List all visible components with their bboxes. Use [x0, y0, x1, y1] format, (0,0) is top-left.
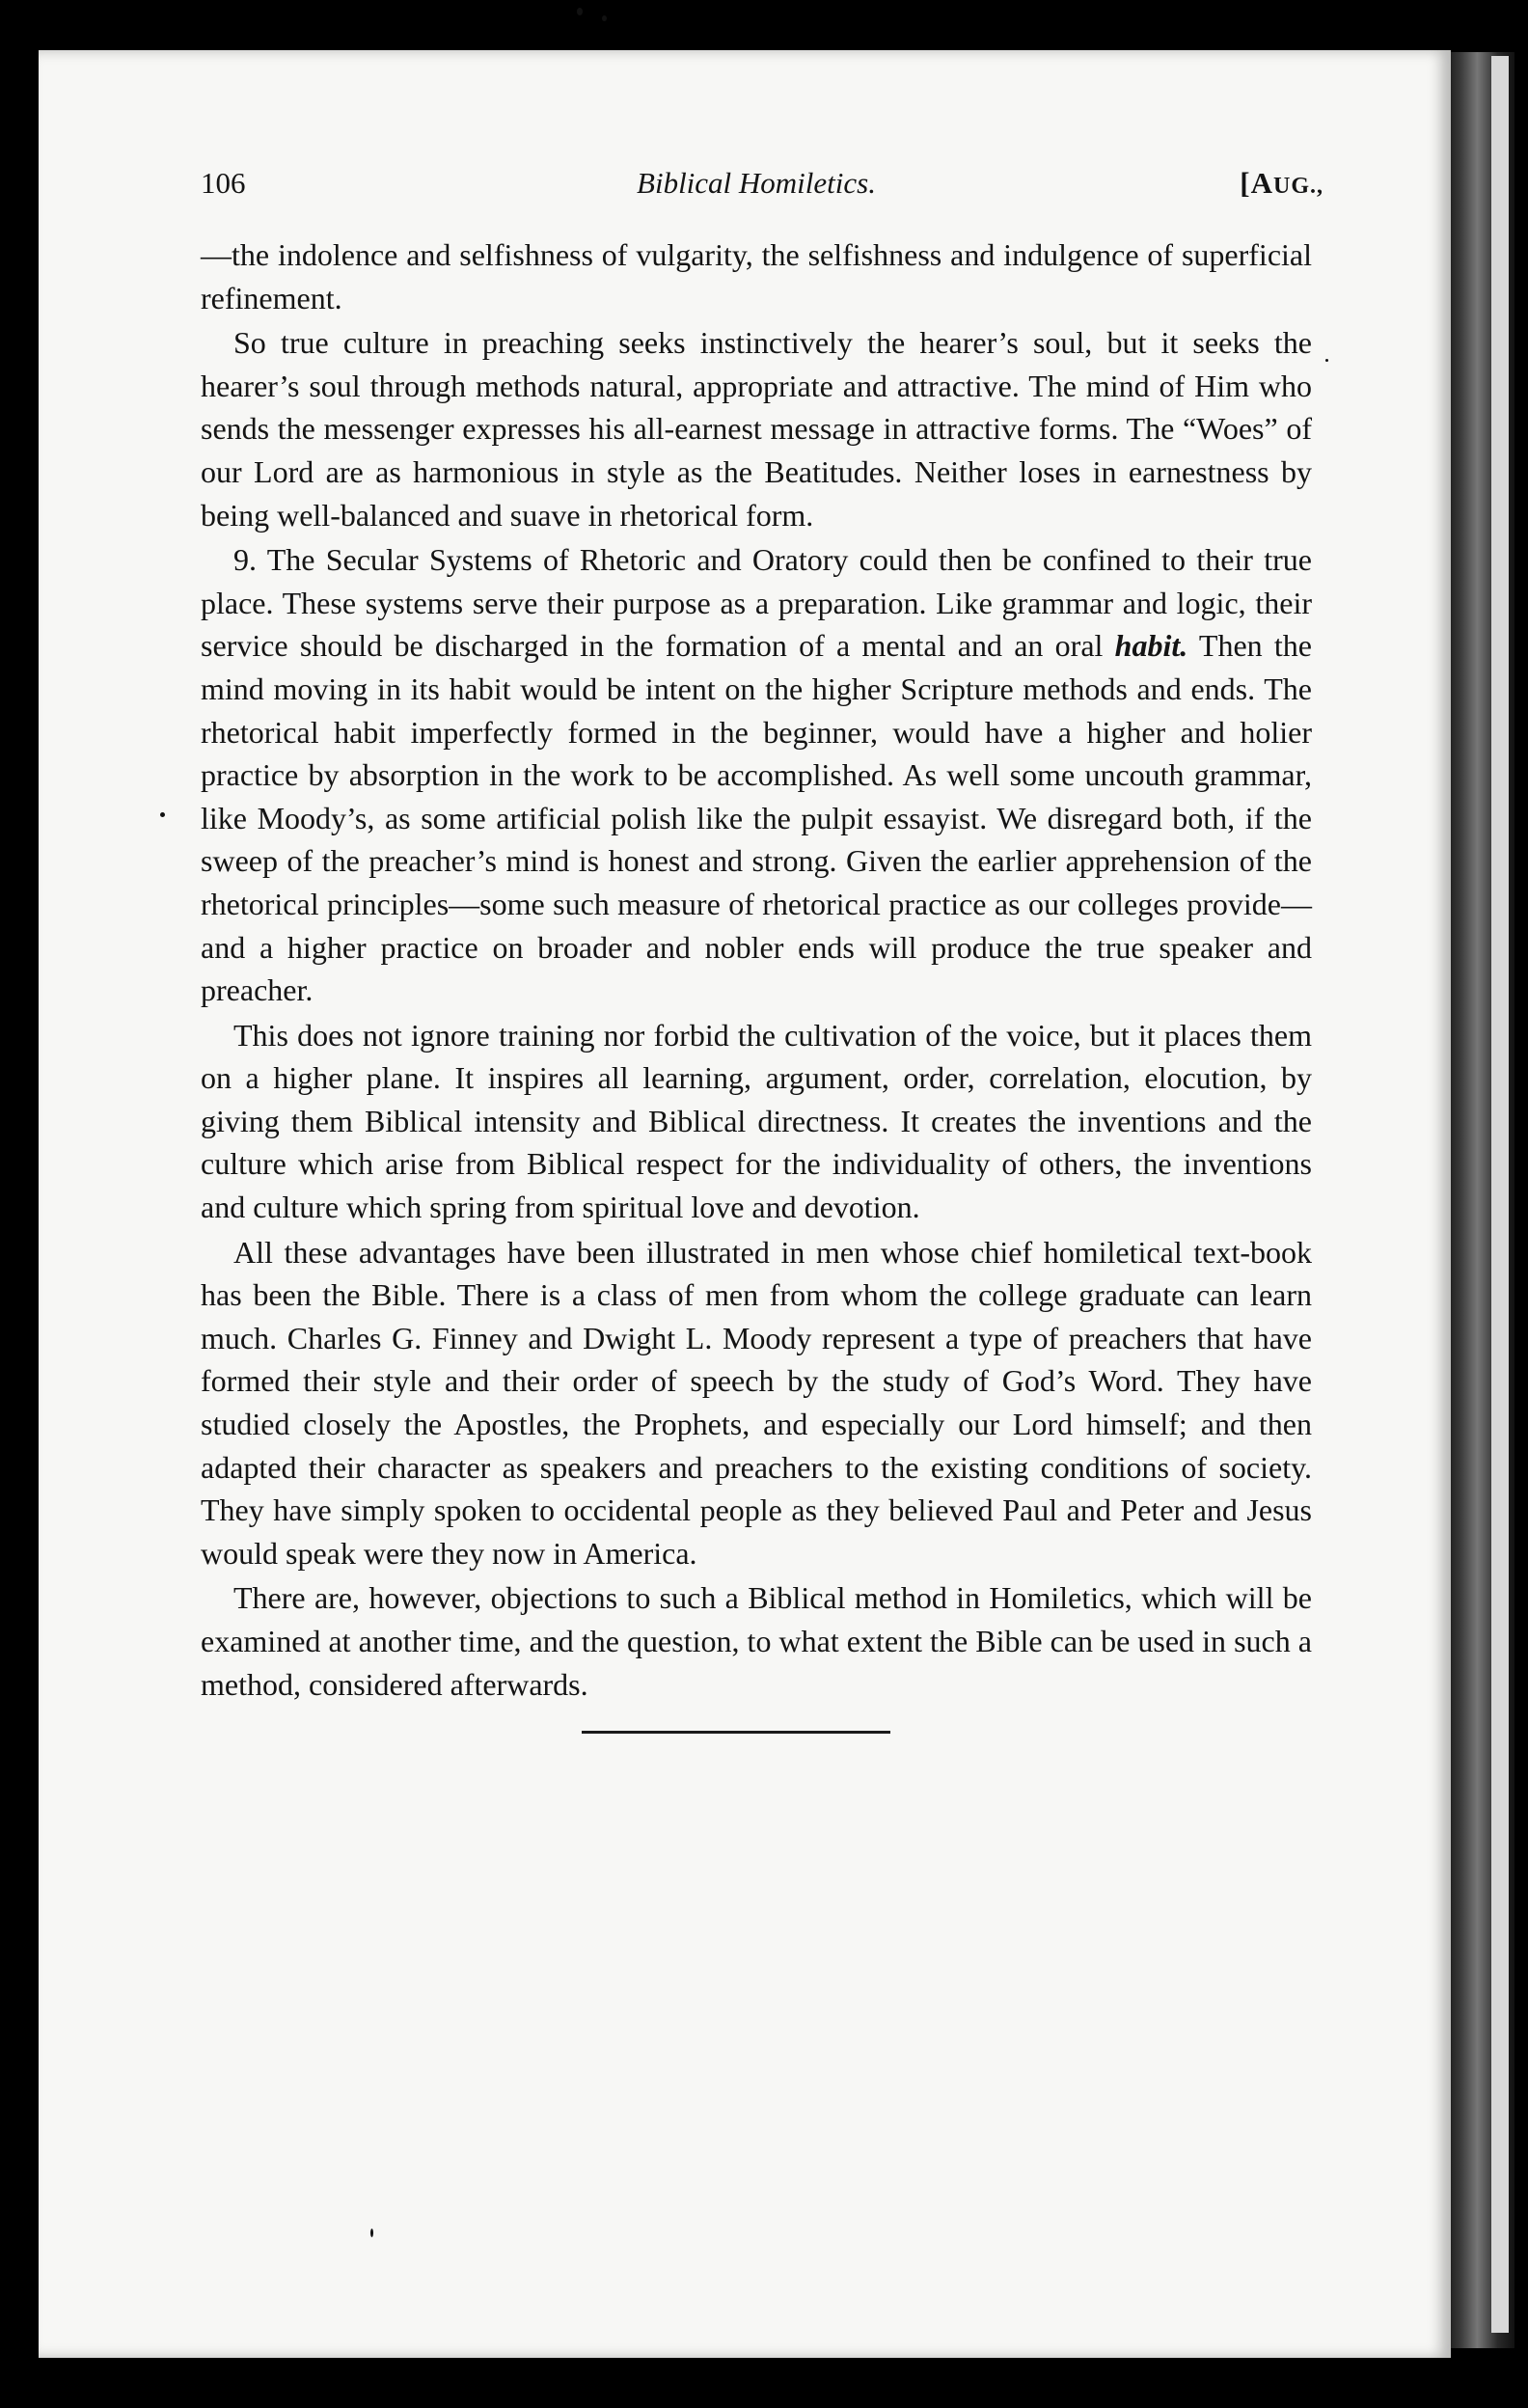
paragraph-secular-systems [201, 538, 1312, 1012]
paragraph-training: This does not ignore training nor forbid the cultivation of the voice, but it places them on a higher plane. It inspires all learning, argument, order, correlation, elocution, by giving them Biblical intensity and Biblical directness. It creates the inventions and the culture which arise from Biblical respect for the individuality of others, the inventions and culture which spring from spiritual love and devotion. [201, 1017, 1312, 1225]
ink-speck [602, 15, 607, 21]
paragraph-secular-systems-text: 9. The Secular Systems of Rhetoric and Oratory could then be confined to their true place. These systems serve their purpose as a preparation. Like grammar and logic, their service should be discharged in the formation of a mental and an oral [201, 542, 1312, 664]
issue-month-initial: [A [1240, 166, 1273, 200]
emphasis-habit: habit. [1114, 628, 1188, 664]
issue-month [1240, 166, 1323, 201]
page-content [201, 166, 1323, 1734]
facing-page-edge [1447, 52, 1514, 2348]
section-end-rule [582, 1731, 890, 1734]
running-head [201, 166, 1323, 233]
paragraph-objections: There are, however, objections to such a Biblical method in Homiletics, which will be examined at another time, and the question, to what extent the Bible can be used in such a method, considered afterwards. [201, 1580, 1312, 1702]
ink-speck [370, 2229, 373, 2237]
ink-speck [160, 812, 165, 817]
paragraph-advantages: All these advantages have been illustrated in men whose chief homiletical text-book has been the Bible. There is a class of men from whom the college graduate can learn much. Charles G. Finney and Dwight L. Moody represent a type of preachers that have formed their style and their order of speech by the study of God’s Word. They have studied closely the Apostles, the Prophets, and especially our Lord himself; and then adapted their character as speakers and preachers to the existing conditions of society. They have simply spoken to occidental people as they believed Paul and Peter and Jesus would speak were they now in America. [201, 1234, 1312, 1571]
running-title: Biblical Homiletics. [637, 166, 876, 200]
body-text [201, 233, 1312, 1706]
ink-speck [577, 8, 583, 15]
issue-month-rest: UG., [1273, 174, 1323, 199]
paragraph-continued: —the indolence and selfishness of vulgarity, the selfishness and indulgence of superficial refinement. [201, 237, 1312, 315]
ink-speck [1325, 359, 1328, 362]
page-number: 106 [201, 166, 246, 200]
book-page [39, 50, 1451, 2358]
facing-page-sliver [1491, 56, 1509, 2333]
paragraph-secular-systems-rest: Then the mind moving in its habit would be intent on the higher Scripture methods and ends. The rhetorical habit imperfectly formed in the beginner, would have a higher and holier practice by absorption in the work to be accomplished. As well some uncouth grammar, like Moody’s, as some artificial polish like the pulpit essayist. We disregard both, if the sweep of the preacher’s mind is honest and strong. Given the earlier apprehension of the rhetorical principles—some such measure of rhetorical practice as our colleges provide—and a higher practice on broader and nobler ends will produce the true speaker and preacher. [201, 628, 1313, 1008]
paragraph-true-culture: So true culture in preaching seeks instinctively the hearer’s soul, but it seeks the hearer’s soul through methods natural, appropriate and attractive. The mind of Him who sends the messenger expresses his all-earnest message in attractive forms. The “Woes” of our Lord are as harmonious in style as the Beatitudes. Neither loses in earnestness by being well-balanced and suave in rhetorical form. [201, 325, 1312, 533]
